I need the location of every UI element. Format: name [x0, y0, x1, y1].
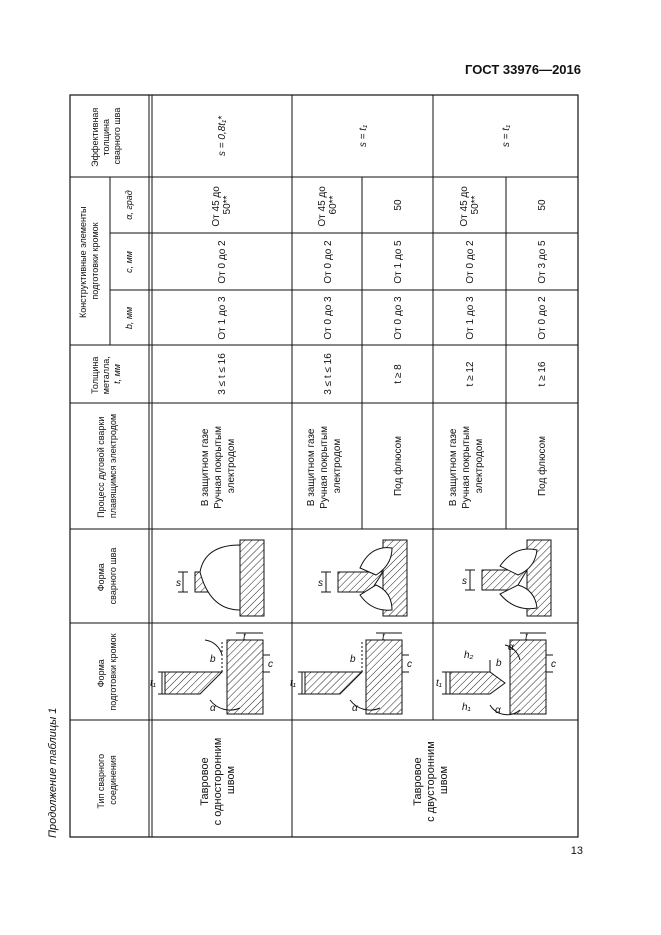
- header-c: c, мм: [124, 251, 134, 273]
- header-weld-form: Форма сварного шва: [96, 547, 118, 605]
- joint-type-two-sided: Тавровое с двусторонним швом: [412, 741, 450, 822]
- row1-c: От 0 до 2: [217, 240, 228, 284]
- row3-c: От 1 до 5: [393, 240, 404, 284]
- row3-alpha: 50: [393, 199, 404, 211]
- svg-text:b: b: [496, 658, 502, 669]
- row2-thickness: 3 ≤ t ≤ 16: [323, 353, 334, 395]
- row2-process: В защитном газе Ручная покрытым электродом: [306, 425, 343, 509]
- row4-effective-thickness: s = t₁: [501, 124, 512, 148]
- row2-effective-thickness: s = t₁: [358, 124, 369, 148]
- row5-c: От 3 до 5: [537, 240, 548, 284]
- svg-text:t: t: [525, 632, 528, 643]
- row2-b: От 0 до 3: [323, 296, 334, 340]
- row1-alpha: От 45 до 50**: [211, 186, 233, 227]
- header-edge-form: Форма подготовки кромок: [96, 633, 118, 711]
- weld-form-diagram-2: [321, 540, 407, 616]
- svg-text:h₂: h₂: [464, 650, 474, 661]
- svg-text:t: t: [243, 632, 246, 643]
- row1-thickness: 3 ≤ t ≤ 16: [217, 353, 228, 395]
- row5-process: Под флюсом: [537, 435, 548, 497]
- row4-b: От 1 до 3: [465, 296, 476, 340]
- row5-alpha: 50: [537, 199, 548, 211]
- row5-thickness: t ≥ 16: [537, 361, 548, 387]
- svg-text:b: b: [210, 654, 216, 665]
- row3-b: От 0 до 3: [393, 296, 404, 340]
- svg-text:h₁: h₁: [462, 702, 471, 713]
- weld-form-label-s-1: s: [176, 578, 181, 589]
- svg-text:c: c: [551, 659, 556, 670]
- edge-prep-diagram-2: [298, 633, 409, 714]
- svg-text:c: c: [268, 659, 273, 670]
- weld-form-diagram-4: [465, 540, 551, 616]
- table-continuation-caption: Продолжение таблицы 1: [47, 707, 59, 838]
- header-effective-thickness: Эффективная толщина сварного шва: [90, 107, 122, 167]
- row4-c: От 0 до 2: [465, 240, 476, 284]
- row1-process: В защитном газе Ручная покрытым электродом: [200, 425, 237, 509]
- header-joint-type: Тип сварного соединения: [96, 753, 118, 809]
- row2-alpha: От 45 до 60**: [317, 186, 339, 227]
- svg-text:α: α: [508, 642, 514, 653]
- weld-form-label-s-4: s: [462, 576, 467, 587]
- svg-text:α: α: [495, 705, 501, 716]
- edge-prep-diagram-4: [442, 633, 553, 715]
- standard-number: ГОСТ 33976—2016: [465, 62, 581, 77]
- header-process: Процесс дуговой сварки плавящимся электродом: [96, 413, 118, 519]
- svg-text:t₁: t₁: [290, 678, 296, 689]
- header-thickness: Толщина металла, t, мм: [90, 356, 122, 395]
- svg-text:α: α: [210, 703, 216, 714]
- header-b: b, мм: [124, 306, 134, 330]
- svg-text:α: α: [352, 703, 358, 714]
- svg-text:c: c: [407, 659, 412, 670]
- weld-form-diagram-1: [178, 540, 264, 616]
- header-elements: Конструктивные элементы подготовки кромок: [78, 206, 100, 319]
- header-alpha: α, град: [124, 190, 134, 220]
- row4-process: В защитном газе Ручная покрытым электродом: [448, 425, 485, 509]
- svg-text:t₁: t₁: [436, 678, 442, 689]
- row3-process: Под флюсом: [393, 435, 404, 497]
- row3-thickness: t ≥ 8: [393, 364, 404, 384]
- page-number: 13: [570, 845, 583, 857]
- row4-alpha: От 45 до 50**: [459, 186, 481, 227]
- row1-effective-thickness: s = 0,8t₁*: [217, 115, 228, 157]
- row2-c: От 0 до 2: [323, 240, 334, 284]
- svg-text:t₁: t₁: [150, 678, 156, 689]
- weld-form-label-s-2: s: [318, 578, 323, 589]
- edge-prep-diagram-1: [158, 633, 270, 714]
- svg-text:b: b: [350, 654, 356, 665]
- row1-b: От 1 до 3: [217, 296, 228, 340]
- joint-type-one-sided: Тавровое с односторонним швом: [199, 737, 237, 826]
- row4-thickness: t ≥ 12: [465, 361, 476, 387]
- row5-b: От 0 до 2: [537, 296, 548, 340]
- svg-text:t: t: [382, 632, 385, 643]
